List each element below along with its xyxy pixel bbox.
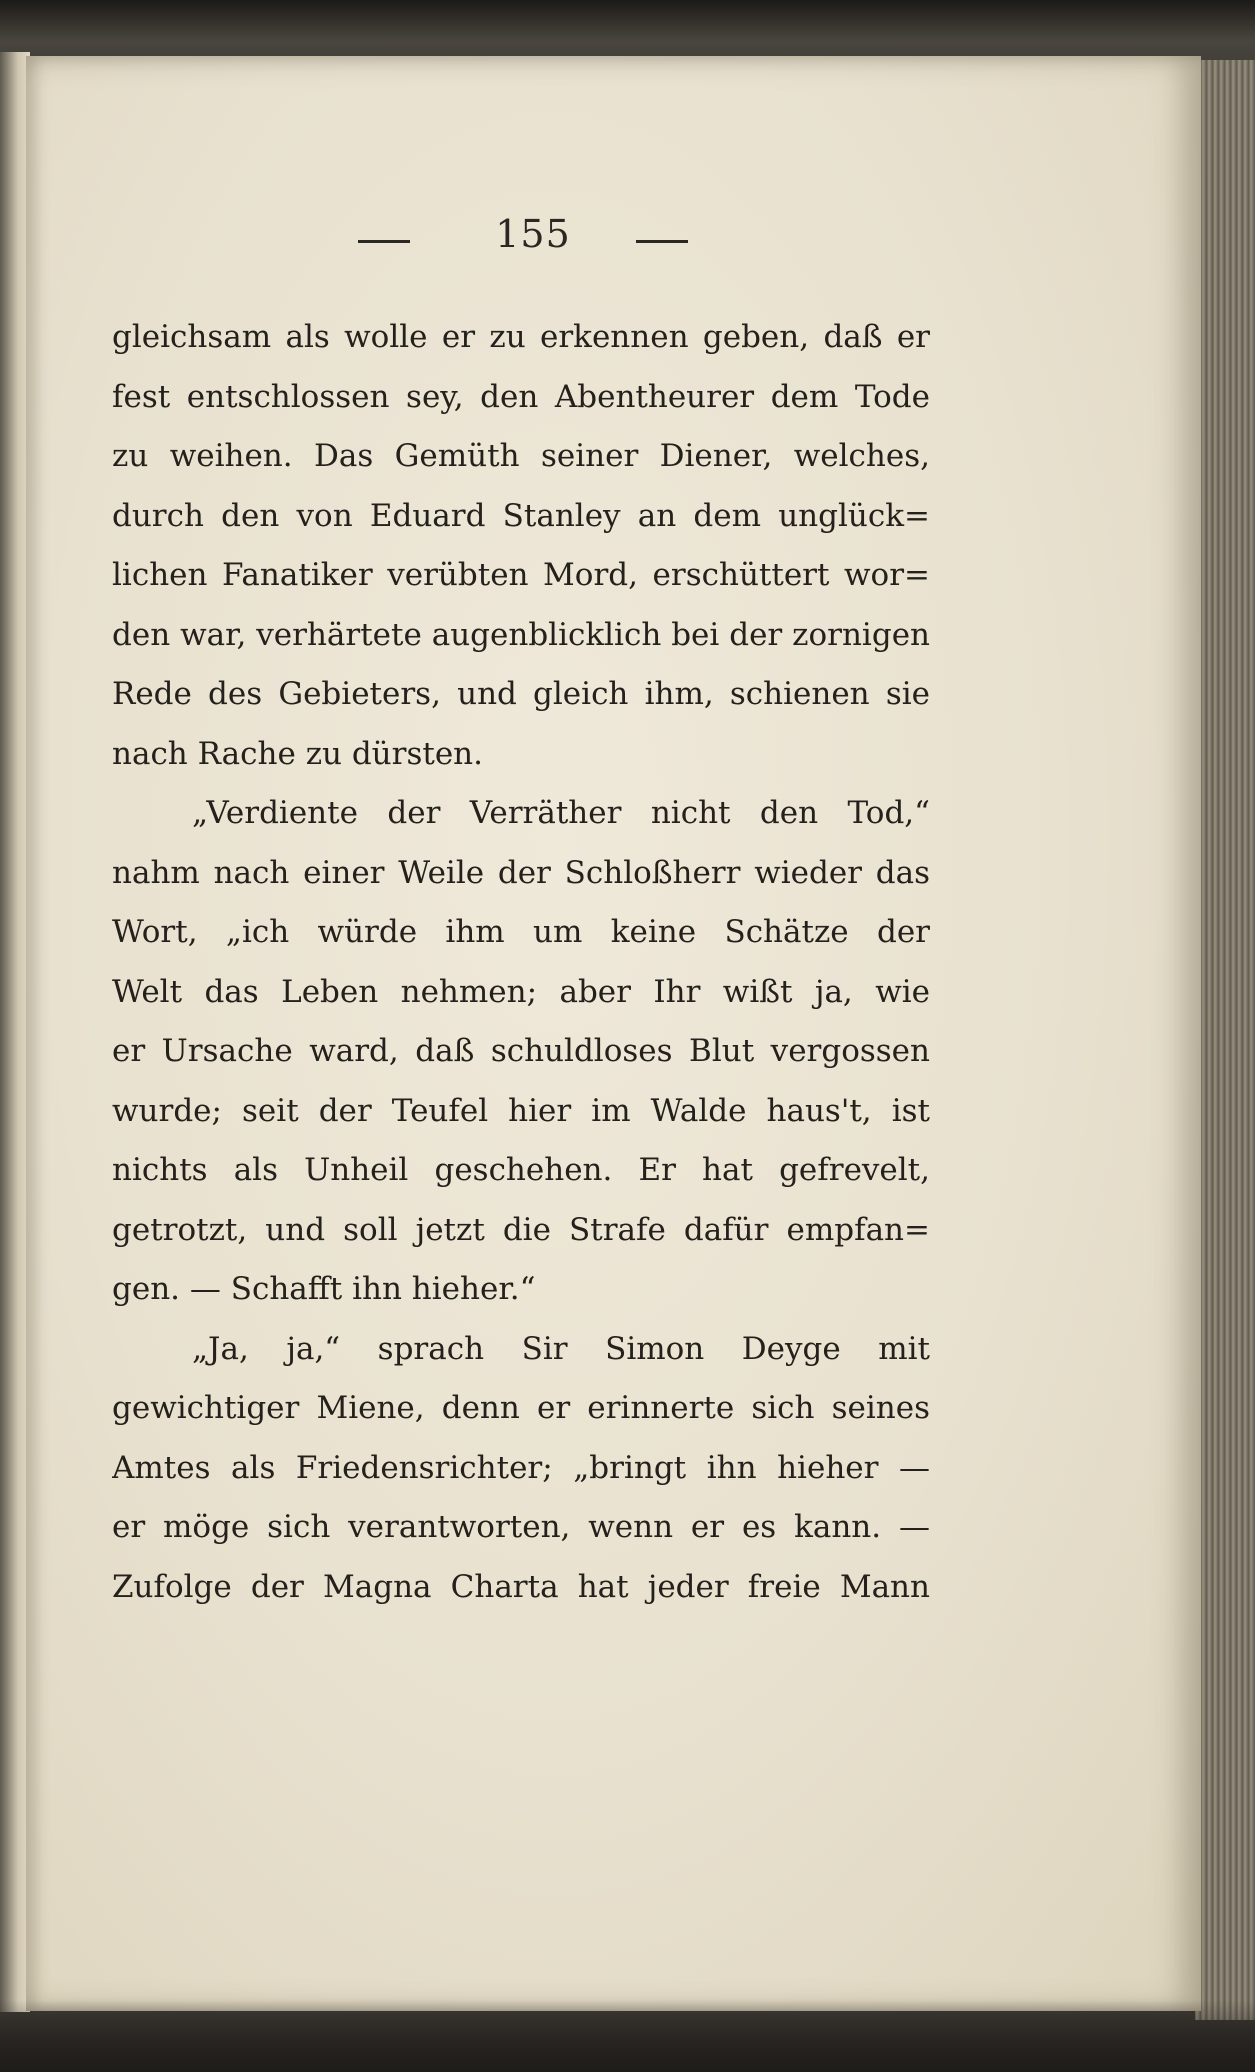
page-number: 155 [495, 212, 571, 256]
text-line: den war, verhärtete augenblicklich bei der zornigen [112, 616, 930, 653]
header-dash-right [636, 240, 688, 243]
paragraph-start-line: „Ja, ja,“ sprach Sir Simon Deyge mit [192, 1330, 930, 1367]
paragraph-start-line: „Verdiente der Verräther nicht den Tod,“ [192, 795, 930, 831]
text-line: er möge sich verantworten, wenn er es kann. — [112, 1509, 930, 1545]
text-line: Amtes als Friedensrichter; „bringt ihn hieher — [112, 1449, 930, 1486]
paragraph-end-line: gen. — Schafft ihn hieher.“ [112, 1271, 536, 1307]
paragraph-end-line: nach Rache zu dürsten. [112, 735, 484, 772]
text-line: getrotzt, und soll jetzt die Strafe dafür empfan= [112, 1211, 930, 1248]
text-line: Rede des Gebieters, und gleich ihm, schienen sie [112, 676, 930, 712]
text-line: nahm nach einer Weile der Schloßherr wieder das [112, 854, 930, 891]
text-line: durch den von Eduard Stanley an dem unglück= [112, 497, 930, 534]
book-bottom-edge [0, 2000, 1255, 2072]
text-line: Zufolge der Magna Charta hat jeder freie Mann [112, 1568, 930, 1605]
text-line: wurde; seit der Teufel hier im Walde haus't, ist [112, 1092, 930, 1129]
text-line: Welt das Leben nehmen; aber Ihr wißt ja, wie [112, 973, 930, 1010]
page-header [340, 212, 700, 268]
page-stack-edge [1195, 60, 1255, 2020]
text-line: gleichsam als wolle er zu erkennen geben, daß er [112, 319, 930, 355]
text-line: er Ursache ward, daß schuldloses Blut vergossen [112, 1033, 930, 1069]
text-line: fest entschlossen sey, den Abentheurer dem Tode [112, 378, 930, 415]
text-line: zu weihen. Das Gemüth seiner Diener, welches, [112, 438, 930, 474]
text-line: nichts als Unheil geschehen. Er hat gefrevelt, [112, 1152, 930, 1188]
book-top-edge [0, 0, 1255, 60]
text-line: Wort, „ich würde ihm um keine Schätze der [112, 914, 930, 950]
text-line: lichen Fanatiker verübten Mord, erschüttert wor= [112, 557, 930, 593]
text-line: gewichtiger Miene, denn er erinnerte sich seines [112, 1390, 930, 1426]
header-dash-left [358, 240, 410, 243]
body-text [112, 308, 930, 1617]
